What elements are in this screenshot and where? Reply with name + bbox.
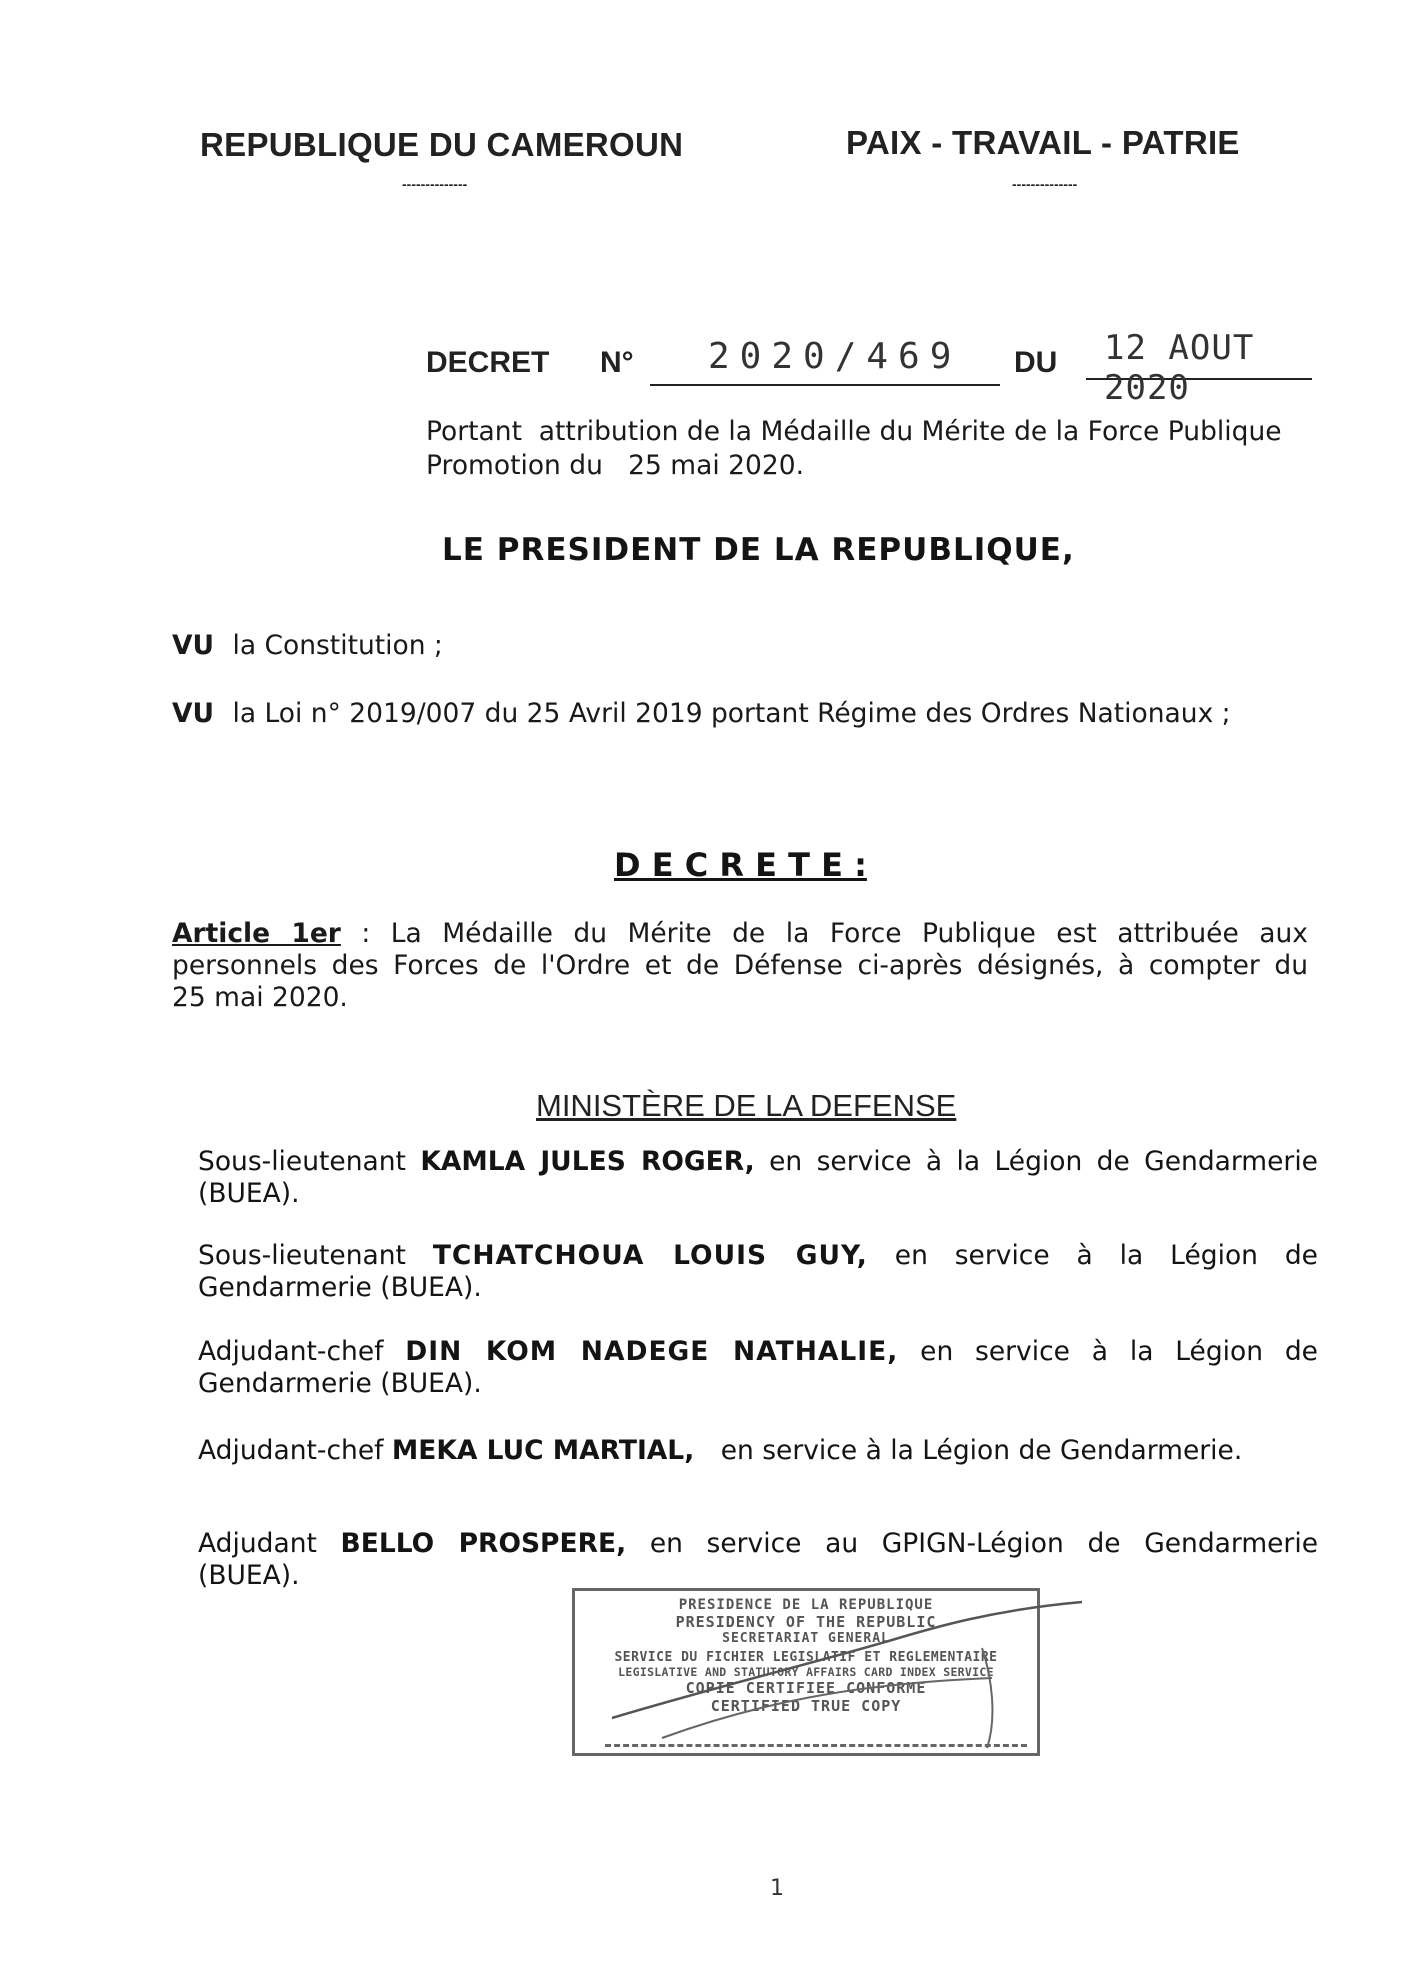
entry-line-1: [198, 1240, 1318, 1272]
entry-rank: Sous-lieutenant: [198, 1146, 406, 1177]
decree-date: 12 AOUT 2020: [1104, 328, 1255, 408]
entry-rank: Sous-lieutenant: [198, 1240, 406, 1271]
entry-rank: Adjudant: [198, 1528, 317, 1559]
entry-line-2: Gendarmerie (BUEA).: [198, 1272, 482, 1303]
article-label: Article 1er: [172, 918, 341, 949]
decree-subject-line-2: Promotion du 25 mai 2020.: [426, 450, 804, 481]
stamp-line: SERVICE DU FICHIER LEGISLATIF ET REGLEMENTAIRE: [614, 1650, 998, 1665]
article-1-line-2: personnels des Forces de l'Ordre et de Défense ci-après désignés, à compter du: [172, 950, 1308, 981]
decrete-heading: D E C R E T E :: [614, 846, 867, 884]
article-1-line-3: 25 mai 2020.: [172, 982, 348, 1013]
list-item: [198, 1435, 1318, 1467]
entry-service: en service à la Légion de: [894, 1240, 1318, 1271]
stamp-line: LEGISLATIVE AND STATUTORY AFFAIRS CARD INDEX SERVICE: [618, 1665, 994, 1679]
list-item: [198, 1146, 1318, 1210]
entry-line-1: [198, 1435, 1318, 1467]
page-number: 1: [770, 1876, 784, 1901]
stamp-line: CERTIFIED TRUE COPY: [710, 1697, 902, 1715]
entry-name: TCHATCHOUA LOUIS GUY,: [432, 1240, 868, 1271]
visa-text: la Constitution ;: [232, 630, 443, 661]
entry-service: en service au GPIGN-Légion de Gendarmerie: [649, 1528, 1318, 1559]
entry-service: en service à la Légion de Gendarmerie: [769, 1146, 1318, 1177]
entry-rank: Adjudant-chef: [198, 1435, 384, 1466]
entry-line-1: [198, 1146, 1318, 1178]
president-heading: LE PRESIDENT DE LA REPUBLIQUE,: [442, 532, 1075, 568]
entry-line-1: [198, 1336, 1318, 1368]
entry-service: en service à la Légion de Gendarmerie.: [720, 1435, 1243, 1466]
entry-name: KAMLA JULES ROGER,: [420, 1146, 755, 1177]
visa-label: VU: [172, 630, 215, 661]
ministry-heading: MINISTÈRE DE LA DEFENSE: [536, 1088, 957, 1123]
entry-line-1: [198, 1528, 1318, 1560]
entry-name: DIN KOM NADEGE NATHALIE,: [405, 1336, 899, 1367]
decree-date-field: [1086, 328, 1312, 408]
entry-name: MEKA LUC MARTIAL,: [391, 1435, 695, 1466]
decree-number-label: N°: [600, 346, 634, 379]
entry-service: en service à la Légion de: [920, 1336, 1318, 1367]
decree-number: 2020/469: [708, 336, 962, 377]
header-right-separator: --------------: [1012, 176, 1078, 192]
stamp-line: COPIE CERTIFIEE CONFORME: [685, 1679, 927, 1697]
decree-date-label: DU: [1014, 346, 1058, 379]
article-text: : La Médaille du Mérite de la Force Publique est attribuée aux: [361, 918, 1308, 949]
national-motto: PAIX - TRAVAIL - PATRIE: [846, 124, 1240, 161]
decree-number-field: [650, 336, 1000, 386]
article-1-line-1: [172, 918, 1308, 950]
signature-strokes: [572, 1588, 1092, 1768]
stamp-line: SECRETARIAT GENERAL: [722, 1631, 890, 1646]
republic-name: REPUBLIQUE DU CAMEROUN: [200, 126, 684, 163]
entry-line-2: (BUEA).: [198, 1178, 300, 1209]
list-item: [198, 1336, 1318, 1400]
entry-name: BELLO PROSPERE,: [340, 1528, 627, 1559]
decree-subject-line-1: Portant attribution de la Médaille du Mérite de la Force Publique: [426, 416, 1282, 447]
stamp-line: PRESIDENCE DE LA REPUBLIQUE: [678, 1597, 934, 1613]
stamp-line: PRESIDENCY OF THE REPUBLIC: [675, 1613, 937, 1631]
visa-constitution: [172, 630, 443, 662]
visa-law: [172, 698, 1231, 730]
list-item: [198, 1528, 1318, 1592]
header-left-separator: --------------: [402, 176, 468, 192]
decree-label: DECRET: [426, 346, 550, 379]
entry-rank: Adjudant-chef: [198, 1336, 384, 1367]
list-item: [198, 1240, 1318, 1304]
entry-line-2: (BUEA).: [198, 1560, 300, 1591]
visa-label: VU: [172, 698, 215, 729]
visa-text: la Loi n° 2019/007 du 25 Avril 2019 portant Régime des Ordres Nationaux ;: [232, 698, 1231, 729]
entry-line-2: Gendarmerie (BUEA).: [198, 1368, 482, 1399]
